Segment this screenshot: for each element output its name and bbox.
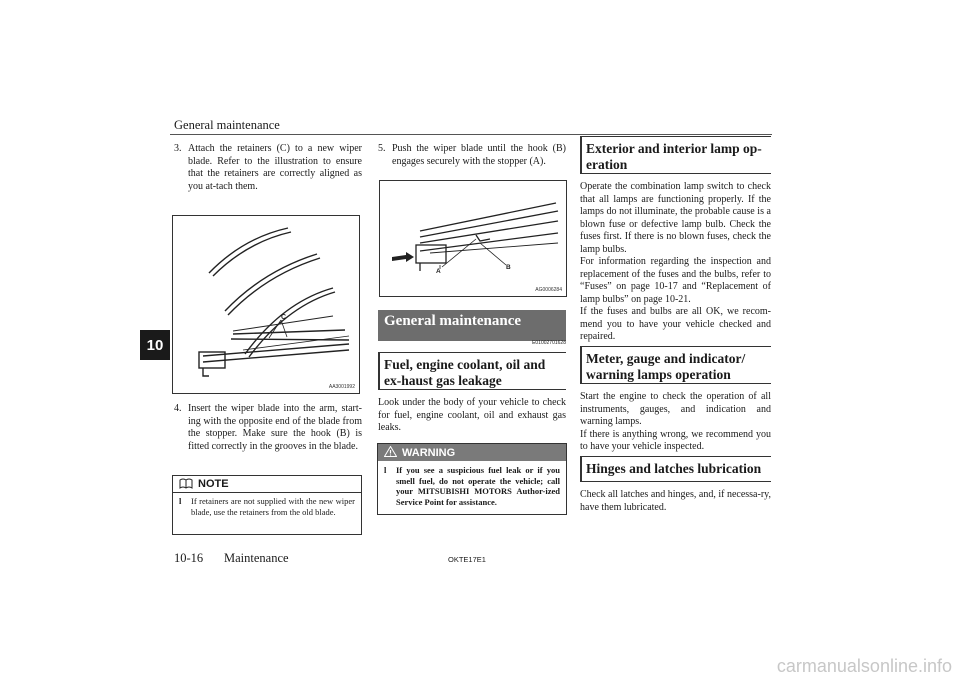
warning-bullet: l	[384, 465, 387, 475]
section-title: General maintenance	[378, 310, 566, 341]
step-4-text: Insert the wiper blade into the arm, start-ing with the opposite end of the blade from the stopper. Make sure the hook (B) is fitted correctly in the grooves in the blade.	[188, 403, 362, 452]
chapter-name: Maintenance	[224, 551, 289, 565]
step-5-text: Push the wiper blade until the hook (B) engages securely with the stopper (A).	[392, 143, 566, 167]
figure-id: AA3001992	[328, 384, 355, 390]
note-title: NOTE	[198, 478, 229, 490]
doc-code: OKTE17E1	[448, 555, 486, 564]
wiper-retainer-figure	[172, 215, 360, 394]
section-code: E01002701628	[532, 340, 566, 346]
note-text: If retainers are not supplied with the new wiper blade, use the retainers from the old blade.	[191, 496, 355, 517]
wiper-hook-illustration	[380, 181, 566, 296]
note-box	[172, 475, 362, 535]
note-item	[173, 493, 361, 521]
warning-header	[378, 444, 566, 461]
meter-operation-heading: Meter, gauge and indicator/ warning lamps operation	[580, 346, 771, 384]
note-icon	[179, 477, 193, 492]
label-c: C	[281, 314, 287, 321]
figure-id: AG0006284	[535, 287, 562, 293]
lamp-text-3: If the fuses and bulbs are all OK, we recom-mend you to have your vehicle checked and repaired.	[580, 306, 771, 342]
meter-text-1: Start the engine to check the operation of all instruments, gauges, and indication and warning lamps.	[580, 391, 771, 427]
label-a: A	[436, 268, 441, 275]
step-3	[174, 143, 362, 193]
step-4	[174, 403, 362, 453]
warning-item	[378, 461, 566, 512]
chapter-tab: 10	[140, 330, 170, 360]
section-heading	[378, 310, 566, 346]
warning-triangle-icon	[384, 446, 397, 460]
wiper-retainer-illustration	[173, 216, 359, 393]
warning-title: WARNING	[402, 446, 456, 459]
fuel-leak-heading: Fuel, engine coolant, oil and ex-haust gas leakage	[378, 352, 566, 390]
hinge-lubrication-text: Check all latches and hinges, and, if necessa-ry, have them lubricated.	[580, 489, 771, 513]
lamp-text-1: Operate the combination lamp switch to check that all lamps are functioning properly. If the lamps do not illuminate, the probable cause is a blown fuse or defective lamp bulb. Check the fuses first. If there is no blown fuses, check the lamp bulbs.	[580, 181, 771, 255]
lamp-operation-heading: Exterior and interior lamp op-eration	[580, 136, 771, 174]
push-arrow-icon	[392, 252, 414, 262]
lamp-text-2: For information regarding the inspection and replacement of the fuses and the bulbs, refer to “Fuses” on page 10-17 and “Replacement of lamp bulbs” on page 10-21.	[580, 256, 771, 305]
step-5	[378, 143, 566, 168]
meter-text-2: If there is anything wrong, we recommend you to have your vehicle inspected.	[580, 428, 771, 452]
lamp-operation-body	[580, 181, 771, 344]
step-5-number: 5.	[378, 143, 386, 154]
step-3-number: 3.	[174, 143, 182, 154]
meter-operation-body	[580, 391, 771, 454]
note-bullet: l	[179, 496, 182, 506]
header-rule	[170, 134, 772, 135]
warning-text: If you see a suspicious fuel leak or if you smell fuel, do not operate the vehicle; call your MITSUBISHI MOTORS Author-ized Service Point for assistance.	[396, 465, 560, 507]
step-4-number: 4.	[174, 403, 182, 414]
label-b: B	[506, 264, 511, 271]
page-number: 10-16	[174, 551, 204, 565]
running-head: General maintenance	[174, 118, 280, 132]
hinge-lubrication-heading: Hinges and latches lubrication	[580, 456, 771, 482]
wiper-hook-figure	[379, 180, 567, 297]
step-3-text: Attach the retainers (C) to a new wiper blade. Refer to the illustration to ensure that the retainers are correctly aligned as you at-tach them.	[188, 143, 362, 192]
warning-box	[377, 443, 567, 515]
watermark: carmanualsonline.info	[776, 656, 952, 676]
note-header	[173, 476, 361, 493]
fuel-leak-text: Look under the body of your vehicle to check for fuel, engine coolant, oil and exhaust gas leaks.	[378, 397, 566, 433]
